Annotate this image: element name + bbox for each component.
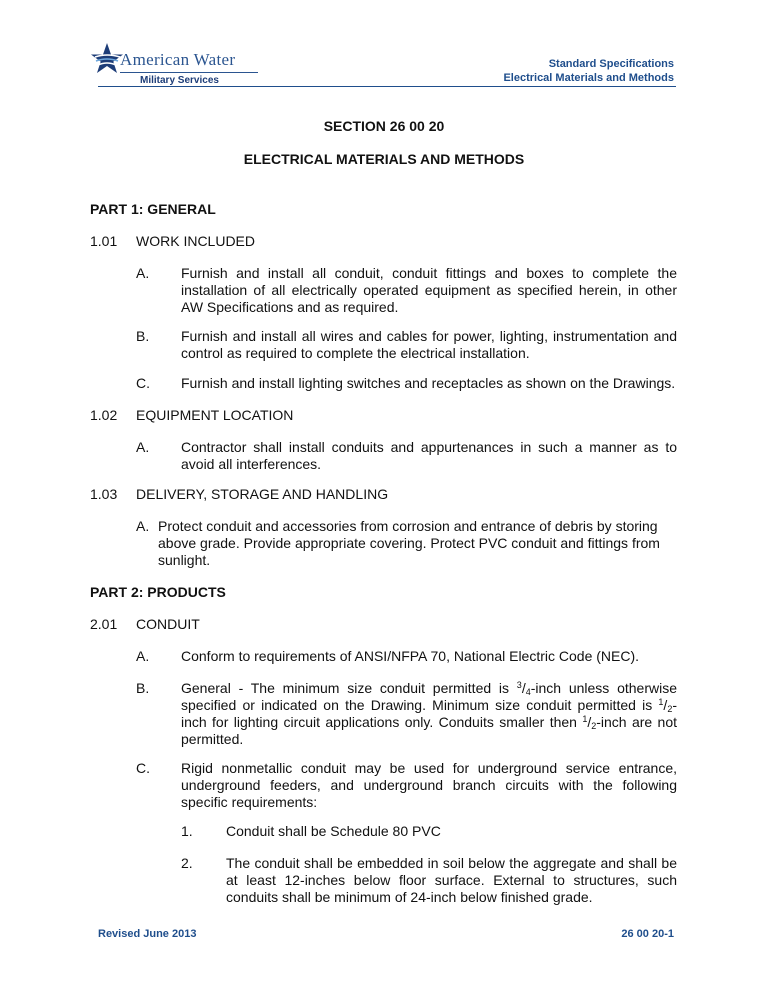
company-logo	[90, 42, 260, 88]
section-number: SECTION 26 00 20	[323, 118, 445, 134]
section-title-1-03: DELIVERY, STORAGE AND HANDLING	[136, 486, 389, 502]
section-number-1-02: 1.02	[90, 407, 118, 423]
section-title-1-02: EQUIPMENT LOCATION	[136, 407, 294, 423]
section-title: ELECTRICAL MATERIALS AND METHODS	[243, 151, 525, 167]
section-title-1-01: WORK INCLUDED	[136, 233, 256, 249]
item-letter: C.	[136, 375, 150, 391]
section-title-2-01: CONDUIT	[136, 616, 200, 632]
item-letter: B.	[136, 328, 150, 344]
item-text-line: above grade. Provide appropriate covering. Protect PVC conduit and fittings from	[158, 535, 660, 551]
item-text: Contractor shall install conduits and appurtenances in such a manner as to avoid all interferences.	[181, 439, 677, 472]
logo-brand-text: American Water	[120, 50, 236, 69]
item-text-line: Protect conduit and accessories from corrosion and entrance of debris by storing	[158, 518, 658, 534]
section-number-2-01: 2.01	[90, 616, 118, 632]
subitem-number: 1.	[181, 823, 193, 839]
footer-revised: Revised June 2013	[98, 928, 197, 940]
section-number-1-03: 1.03	[90, 486, 118, 502]
logo-divider	[120, 72, 258, 73]
subitem-number: 2.	[181, 855, 193, 871]
item-text: Rigid nonmetallic conduit may be used for underground service entrance, underground feeders, and underground branch circuits with the following specific requirements:	[181, 760, 677, 810]
part2-heading: PART 2: PRODUCTS	[90, 584, 226, 600]
item-text: Conform to requirements of ANSI/NFPA 70, National Electric Code (NEC).	[181, 648, 640, 664]
item-letter: B.	[136, 680, 150, 696]
subitem-text: The conduit shall be embedded in soil below the aggregate and shall be at least 12-inches below floor surface. External to structures, such conduits shall be minimum of 24-inch below finished grade.	[226, 855, 677, 905]
star-logo-icon	[90, 42, 124, 76]
item-text-line: sunlight.	[158, 552, 211, 568]
header-rule	[98, 86, 676, 87]
item-text: Furnish and install all wires and cables for power, lighting, instrumentation and control as required to complete the electrical installation.	[181, 328, 677, 361]
footer-page-number: 26 00 20-1	[621, 928, 674, 940]
item-letter: A.	[136, 265, 150, 281]
spec-subtitle: Electrical Materials and Methods	[503, 72, 674, 84]
item-letter: A.	[136, 439, 150, 455]
item-letter: A.	[136, 648, 150, 664]
item-text: Furnish and install all conduit, conduit fittings and boxes to complete the installation of all electrically operated equipment as specified herein, in other AW Specifications and as required.	[181, 265, 677, 315]
section-number-1-01: 1.01	[90, 233, 118, 249]
item-letter: A.	[136, 518, 150, 534]
item-text: Furnish and install lighting switches and receptacles as shown on the Drawings.	[181, 375, 676, 391]
subitem-text: Conduit shall be Schedule 80 PVC	[226, 823, 441, 839]
item-text: General - The minimum size conduit permitted is $^3/_4$-inch unless otherwise specified or indicated on the Drawing. Minimum size conduit permitted is $^1/_2$-inch for lighting circuit applications only. Conduits smaller then $^1/_2$-inch are not permitted.	[181, 680, 678, 747]
item-letter: C.	[136, 760, 150, 776]
part1-heading: PART 1: GENERAL	[90, 201, 216, 217]
spec-title: Standard Specifications	[548, 58, 674, 70]
logo-subtitle: Military Services	[140, 75, 219, 86]
